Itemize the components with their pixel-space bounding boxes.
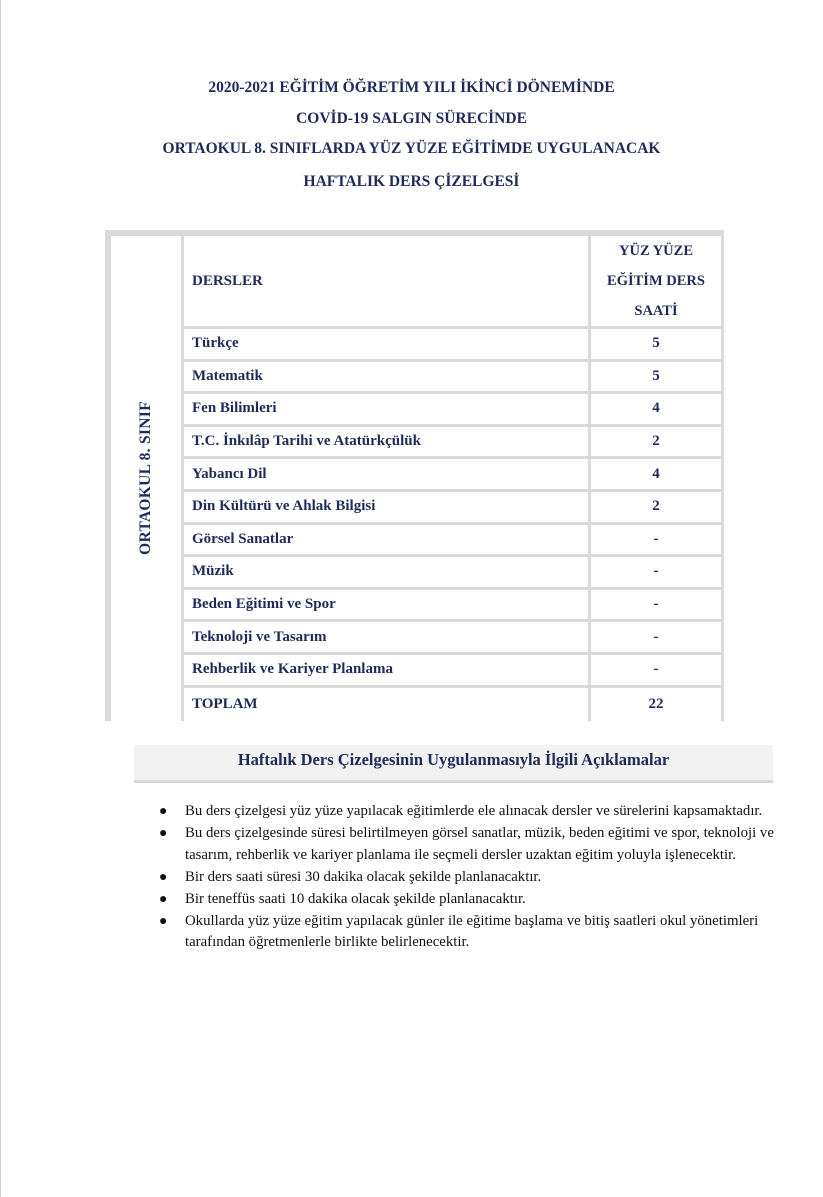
title-line-2: COVİD-19 SALGIN SÜRECİNDE [296,110,527,127]
list-item [159,911,782,954]
grade-side-cell [111,236,181,721]
table-row [111,492,721,522]
header-saat-line-2: EĞİTİM DERS [607,273,705,289]
bullet-icon: ● [159,826,168,841]
title-line-4: HAFTALIK DERS ÇİZELGESİ [303,173,520,190]
total-label: TOPLAM [184,688,588,721]
title-line-1: 2020-2021 EĞİTİM ÖĞRETİM YILI İKİNCİ DÖNEMİNDE [208,79,615,96]
course-name: Beden Eğitimi ve Spor [184,590,588,620]
list-item [159,801,782,823]
header-saat [591,236,721,326]
course-name: Müzik [184,557,588,587]
list-item-text: Bu ders çizelgesinde süresi belirtilmeyen görsel sanatlar, müzik, beden eğitimi ve spor, teknoloji ve tasarım, rehberlik ve kariyer planlama ile seçmeli dersler uzaktan eğitim yoluyla işlenecektir. [185,825,774,863]
course-name: Din Kültürü ve Ahlak Bilgisi [184,492,588,522]
table-row [111,329,721,359]
table-total-row [111,688,721,721]
table-row [111,362,721,392]
course-name: T.C. İnkılâp Tarihi ve Atatürkçülük [184,427,588,457]
explanations-list [159,801,782,954]
course-name: Fen Bilimleri [184,394,588,424]
explanations-heading: Haftalık Ders Çizelgesinin Uygulanmasıyla İlgili Açıklamalar [134,745,773,783]
bullet-icon: ● [159,804,168,819]
document-title [0,76,823,201]
schedule-grid [108,233,724,724]
course-hours: 4 [591,394,721,424]
bullet-icon: ● [159,913,168,929]
table-row [111,557,721,587]
course-name: Rehberlik ve Kariyer Planlama [184,655,588,685]
course-name: Yabancı Dil [184,459,588,489]
list-item-text: Bir ders saati süresi 30 dakika olacak şekilde planlanacaktır. [185,868,542,885]
course-name: Matematik [184,362,588,392]
header-saat-line-3: SAATİ [634,303,678,319]
table-row [111,590,721,620]
course-hours: 5 [591,362,721,392]
list-item [159,823,782,866]
total-value: 22 [591,688,721,721]
course-hours: 5 [591,329,721,359]
course-hours: - [591,557,721,587]
list-item-text: Bu ders çizelgesi yüz yüze yapılacak eğitimlerde ele alınacak dersler ve sürelerini kapsamaktadır. [185,803,763,819]
table-header-row [111,236,721,326]
course-name: Türkçe [184,329,588,359]
table-row [111,427,721,457]
list-item [159,889,782,911]
table-row [111,655,721,685]
course-hours: - [591,655,721,685]
course-hours: 4 [591,459,721,489]
course-hours: 2 [591,427,721,457]
list-item [159,867,782,889]
table-row [111,459,721,489]
course-hours: - [591,525,721,555]
course-hours: - [591,590,721,620]
list-item-text: Bir teneffüs saati 10 dakika olacak şekilde planlanacaktır. [185,890,526,907]
header-saat-line-1: YÜZ YÜZE [619,243,693,259]
bullet-icon: ● [159,891,168,907]
header-ders: DERSLER [184,236,588,326]
bullet-icon: ● [159,869,168,885]
grade-side-label: ORTAOKUL 8. SINIF [137,401,154,556]
course-name: Görsel Sanatlar [184,525,588,555]
list-item-text: Okullarda yüz yüze eğitim yapılacak günler ile eğitime başlama ve bitiş saatleri okul yönetimleri tarafından öğretmenlerle birlikte belirlenecektir. [185,912,759,950]
table-row [111,622,721,652]
course-name: Teknoloji ve Tasarım [184,622,588,652]
table-row [111,394,721,424]
course-hours: 2 [591,492,721,522]
table-row [111,525,721,555]
course-hours: - [591,622,721,652]
schedule-table [105,230,724,721]
title-line-3: ORTAOKUL 8. SINIFLARDA YÜZ YÜZE EĞİTİMDE UYGULANACAK [162,140,661,157]
